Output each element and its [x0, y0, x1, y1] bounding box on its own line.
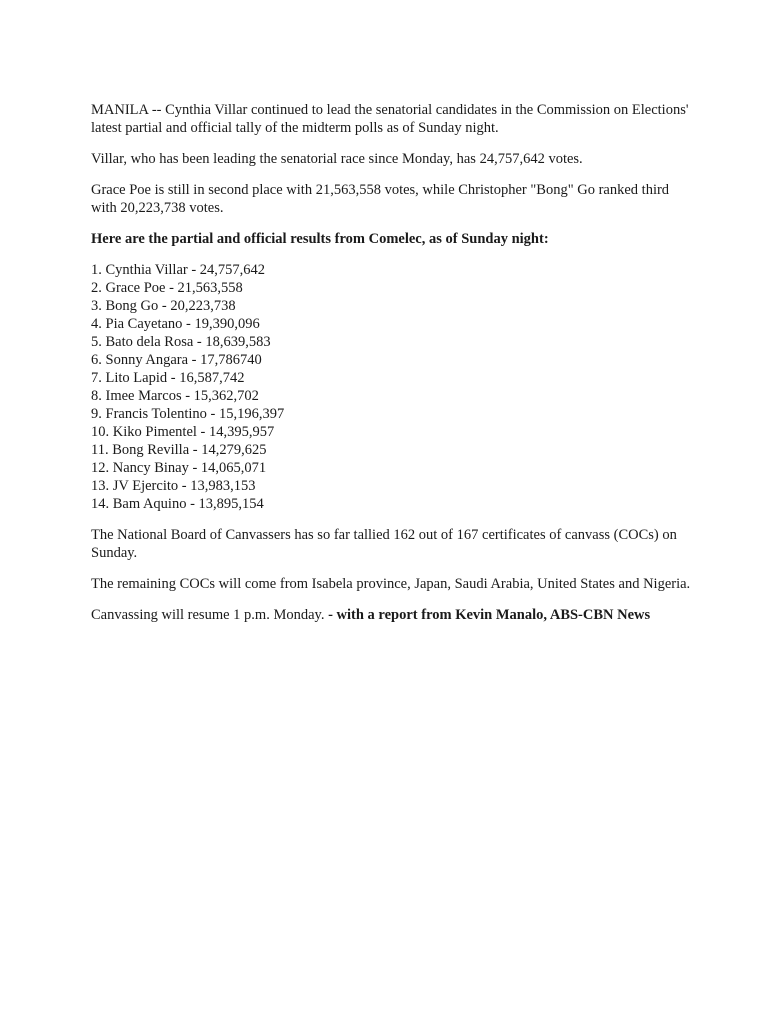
final-paragraph: [91, 606, 691, 624]
results-list: [91, 261, 691, 513]
list-item: 9. Francis Tolentino - 15,196,397: [91, 406, 285, 422]
list-item: 7. Lito Lapid - 16,587,742: [91, 370, 245, 386]
list-item: 5. Bato dela Rosa - 18,639,583: [91, 334, 271, 350]
list-item: 1. Cynthia Villar - 24,757,642: [91, 262, 266, 278]
list-item: 14. Bam Aquino - 13,895,154: [91, 496, 264, 512]
article-body: [91, 101, 691, 637]
list-item: 8. Imee Marcos - 15,362,702: [91, 388, 259, 404]
list-item: 10. Kiko Pimentel - 14,395,957: [91, 424, 275, 440]
poe-go-paragraph: Grace Poe is still in second place with 21,563,558 votes, while Christopher "Bong" Go ranked third with 20,223,738 votes.: [91, 182, 670, 216]
list-item: 13. JV Ejercito - 13,983,153: [91, 478, 256, 494]
list-item: 2. Grace Poe - 21,563,558: [91, 280, 243, 296]
lead-paragraph: MANILA -- Cynthia Villar continued to lead the senatorial candidates in the Commission on Elections' latest partial and official tally of the midterm polls as of Sunday night.: [91, 102, 689, 136]
canvassers-paragraph: The National Board of Canvassers has so far tallied 162 out of 167 certificates of canvass (COCs) on Sunday.: [91, 527, 677, 561]
list-item: 4. Pia Cayetano - 19,390,096: [91, 316, 260, 332]
remaining-cocs-paragraph: The remaining COCs will come from Isabela province, Japan, Saudi Arabia, United States and Nigeria.: [91, 576, 691, 592]
resume-text: Canvassing will resume 1 p.m. Monday.: [91, 607, 329, 623]
list-item: 12. Nancy Binay - 14,065,071: [91, 460, 267, 476]
list-item: 6. Sonny Angara - 17,786740: [91, 352, 262, 368]
results-heading: Here are the partial and official results from Comelec, as of Sunday night:: [91, 231, 549, 247]
villar-paragraph: Villar, who has been leading the senatorial race since Monday, has 24,757,642 votes.: [91, 151, 583, 167]
list-item: 11. Bong Revilla - 14,279,625: [91, 442, 267, 458]
list-item: 3. Bong Go - 20,223,738: [91, 298, 236, 314]
report-credit: - with a report from Kevin Manalo, ABS-CBN News: [328, 607, 651, 623]
